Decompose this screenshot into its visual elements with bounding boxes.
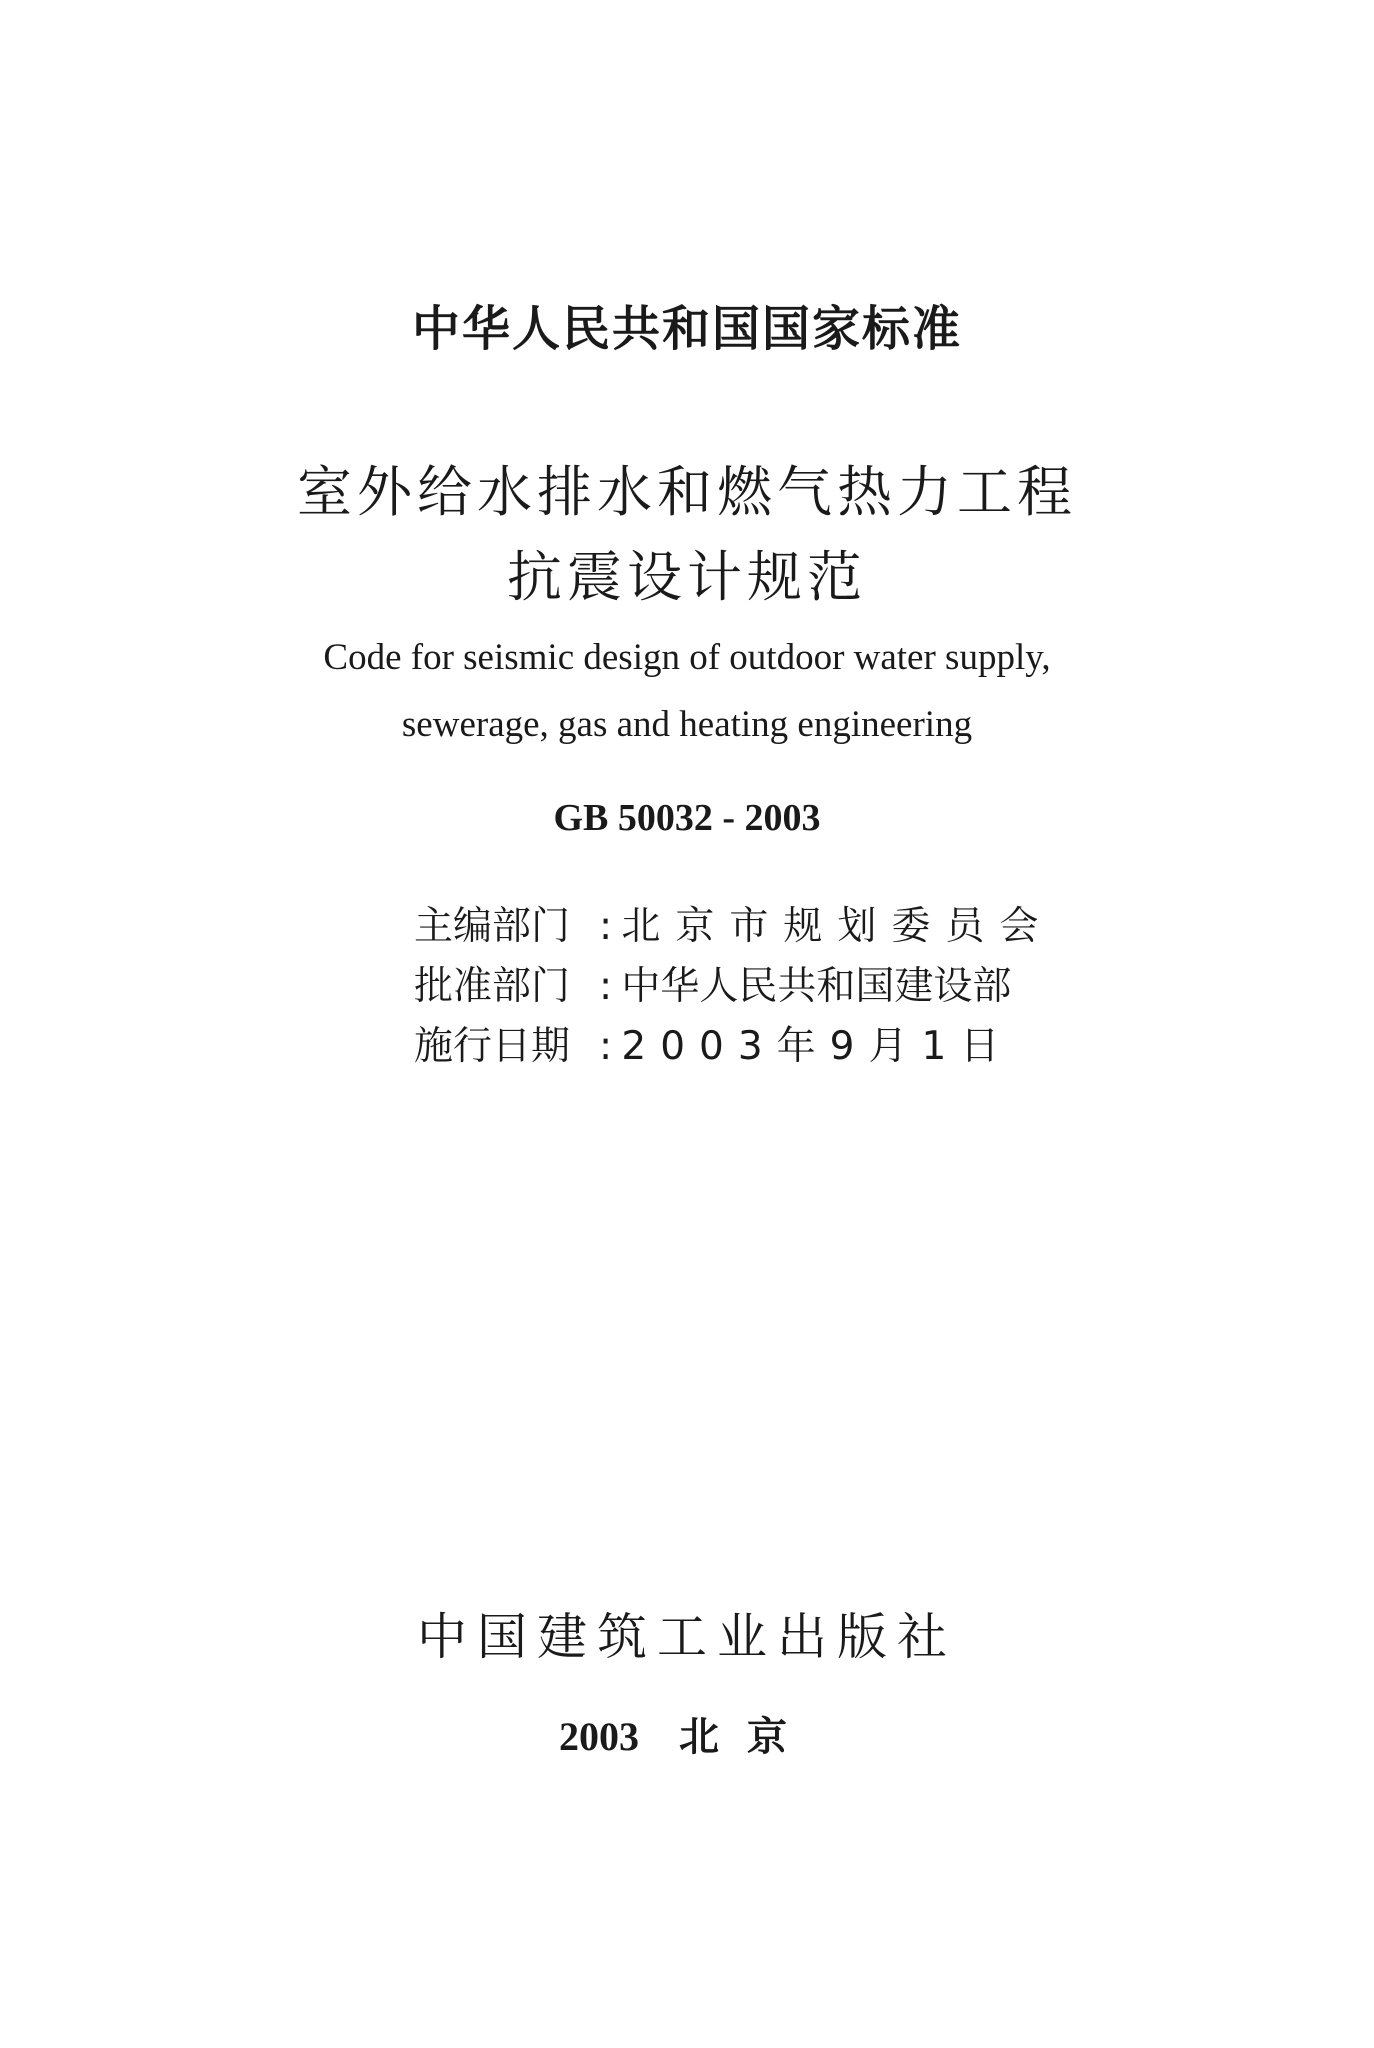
title-zh-line-1: 室外给水排水和燃气热力工程: [296, 460, 1077, 524]
title-en-line-1: Code for seismic design of outdoor water supply,: [323, 637, 1051, 678]
title-zh-line-2: 抗震设计规范: [506, 545, 867, 609]
standard-series-heading: 中华人民共和国国家标准: [411, 301, 962, 357]
meta-row-approver: [414, 955, 1011, 1011]
meta-row-effective-date: [414, 1015, 1013, 1071]
meta-label: 施行日期: [414, 1024, 571, 1069]
standard-code: GB 50032 - 2003: [553, 797, 821, 839]
meta-value: 2003年9月1日: [621, 1024, 1014, 1069]
meta-row-editor: [414, 895, 1053, 951]
title-en-line-2: sewerage, gas and heating engineering: [401, 704, 973, 745]
meta-separator: :: [599, 964, 613, 1009]
meta-separator: :: [599, 1024, 613, 1069]
meta-value: 中华人民共和国建设部: [621, 964, 1012, 1009]
meta-label: 批准部门: [414, 964, 571, 1009]
imprint-city: 北京: [679, 1714, 815, 1760]
publisher-name: 中国建筑工业出版社: [417, 1608, 957, 1666]
meta-value: 北京市规划委员会: [621, 904, 1054, 949]
imprint: [0, 1705, 1374, 1762]
meta-label: 主编部门: [414, 904, 571, 949]
meta-separator: :: [599, 904, 613, 949]
imprint-year: 2003: [559, 1714, 639, 1759]
